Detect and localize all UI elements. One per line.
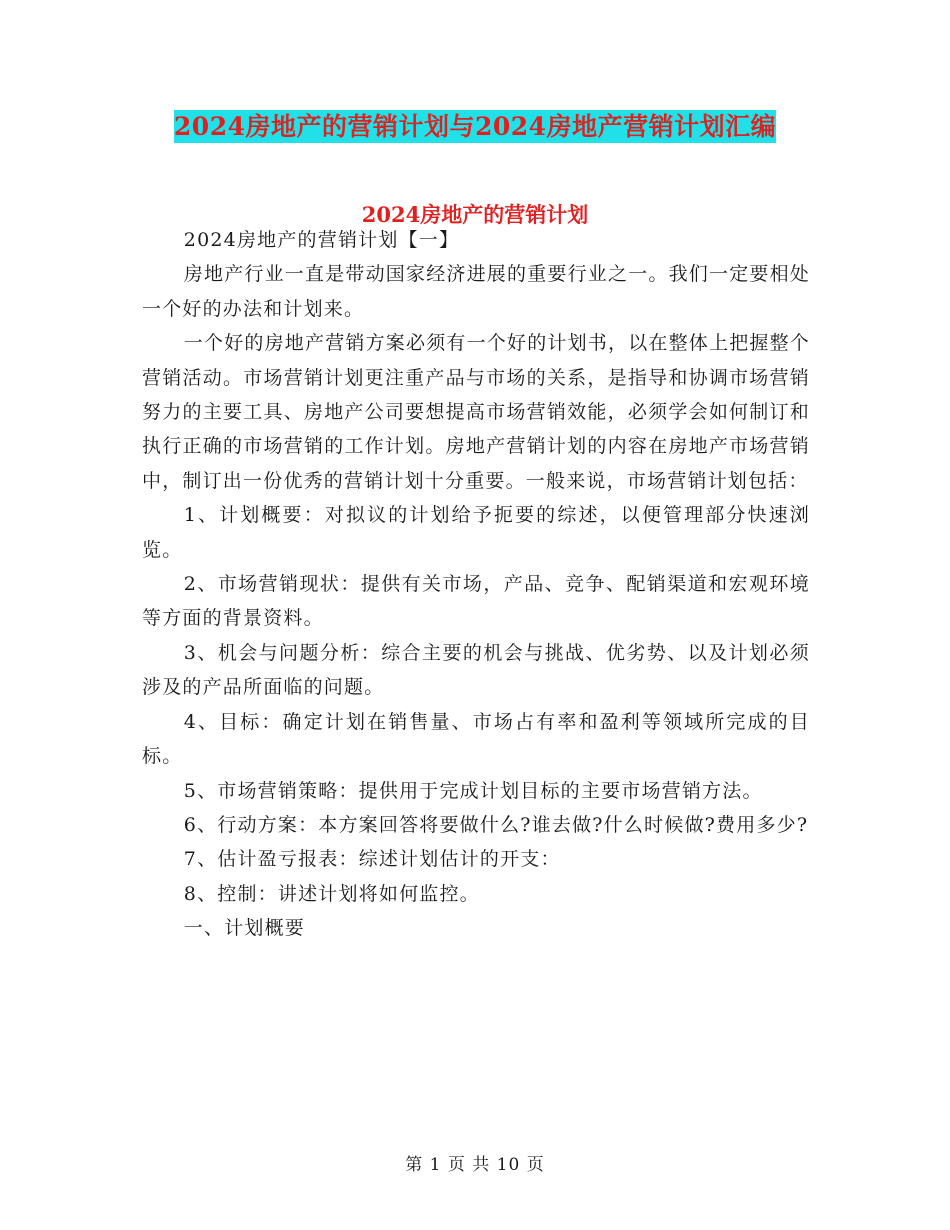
paragraph: 8、控制：讲述计划将如何监控。 bbox=[183, 882, 480, 905]
paragraph: 4、目标：确定计划在销售量、市场占有率和盈利等领域所完成的目标。 bbox=[142, 710, 810, 768]
paragraph: 5、市场营销策略：提供用于完成计划目标的主要市场营销方法。 bbox=[183, 779, 763, 802]
page-number-footer: 第 1 页 共 10 页 bbox=[405, 1155, 545, 1175]
paragraph: 7、估计盈亏报表：综述计划估计的开支： bbox=[183, 848, 561, 871]
paragraph: 一个好的房地产营销方案必须有一个好的计划书，以在整体上把握整个营销活动。市场营销计划更注重产品与市场的关系，是指导和协调市场营销努力的主要工具、房地产公司要想提高市场营销效能，必须学会如何制订和执行正确的市场营销的工作计划。房地产营销计划的内容在房地产市场营销中，制订出一份优秀的营销计划十分重要。一般来说，市场营销计划包括： bbox=[142, 332, 810, 492]
document-title bbox=[0, 110, 950, 144]
paragraph: 3、机会与问题分析：综合主要的机会与挑战、优劣势、以及计划必须涉及的产品所面临的问题。 bbox=[142, 641, 810, 699]
paragraph: 2024房地产的营销计划【一】 bbox=[183, 229, 460, 251]
paragraph: 6、行动方案：本方案回答将要做什么?谁去做?什么时候做?费用多少? bbox=[183, 813, 809, 836]
paragraph: 一、计划概要 bbox=[183, 917, 305, 940]
paragraph: 2、市场营销现状：提供有关市场，产品、竞争、配销渠道和宏观环境等方面的背景资料。 bbox=[142, 573, 810, 630]
document-title-text: 2024房地产的营销计划与2024房地产营销计划汇编 bbox=[173, 112, 777, 141]
section-title: 2024房地产的营销计划 bbox=[361, 202, 589, 227]
paragraph: 房地产行业一直是带动国家经济进展的重要行业之一。我们一定要相处一个好的办法和计划来。 bbox=[142, 263, 810, 320]
document-body bbox=[142, 223, 810, 946]
paragraph: 1、计划概要：对拟议的计划给予扼要的综述，以便管理部分快速浏览。 bbox=[142, 504, 810, 561]
